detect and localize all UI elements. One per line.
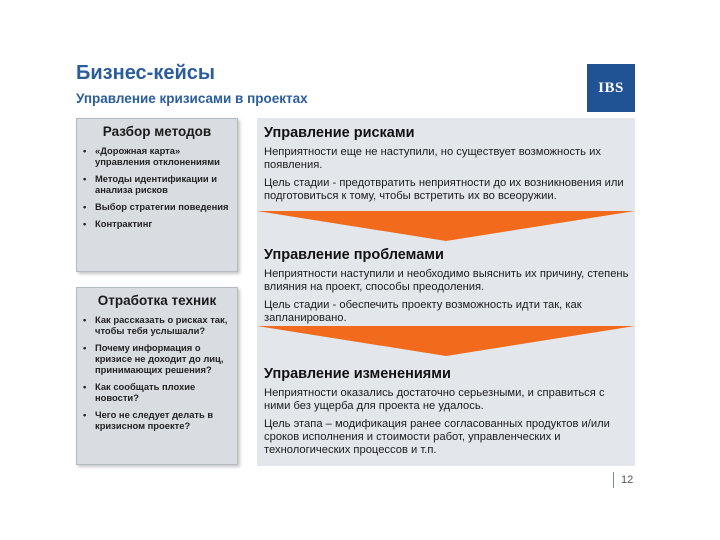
bullet-icon: • [83,145,87,156]
ibs-logo [587,64,635,112]
list-item: • Почему информация о кризисе не доходит до лиц, принимающих решения? [83,342,224,375]
list-item: • Как сообщать плохие новости? [83,381,196,403]
list-item: • Как рассказать о рисках так, чтобы тебя услышали? [83,314,228,336]
methods-box [76,118,238,272]
logo-text: IBS [598,79,624,96]
list-item: • Методы идентификации и анализа рисков [83,173,218,195]
bullet-icon: • [83,314,87,325]
bullet-icon: • [83,342,87,353]
techniques-list [83,314,231,431]
down-arrow-icon [257,326,635,356]
risk-management-section [264,125,632,208]
section-title: Управление рисками [264,125,415,141]
slide-title: Бизнес-кейсы [76,62,215,84]
bullet-icon: • [83,173,87,184]
list-item: • Выбор стратегии поведения [83,201,229,212]
bullet-icon: • [83,409,87,420]
bullet-icon: • [83,381,87,392]
section-text: Неприятности наступили и необходимо выяснить их причину, степень влияния на проект, способы преодоления. [264,268,629,293]
problem-management-section [264,247,632,330]
list-item: • Чего не следует делать в кризисном проекте? [83,409,214,431]
techniques-box-title: Отработка техник [97,293,217,308]
slide-subtitle: Управление кризисами в проектах [76,91,308,106]
section-text: Неприятности еще не наступили, но существует возможность их появления. [264,146,601,171]
list-item: • Контрактинг [83,218,153,229]
methods-box-title: Разбор методов [102,124,212,139]
methods-list [83,145,231,229]
section-title: Управление изменениями [264,366,451,382]
techniques-box [76,287,238,465]
section-text: Неприятности оказались достаточно серьезными, и справиться с ними без ущерба для проекта не удалось. [264,387,605,412]
bullet-icon: • [83,201,87,212]
section-text: Цель стадии - предотвратить неприятности до их возникновения или подготовиться к тому, чтобы встретить их во всеоружии. [264,177,624,202]
down-arrow-icon [257,211,635,241]
crisis-stages-panel [257,118,635,466]
section-text: Цель стадии - обеспечить проекту возможность идти так, как запланировано. [264,299,582,324]
list-item: • «Дорожная карта» управления отклонениями [83,145,220,167]
page-number: 12 [613,472,633,488]
bullet-icon: • [83,218,87,229]
section-text: Цель этапа – модификация ранее согласованных продуктов и/или сроков исполнения и стоимости работ, управленческих и технологических процессов и т.п. [264,418,610,456]
section-title: Управление проблемами [264,247,444,263]
change-management-section [264,366,632,462]
